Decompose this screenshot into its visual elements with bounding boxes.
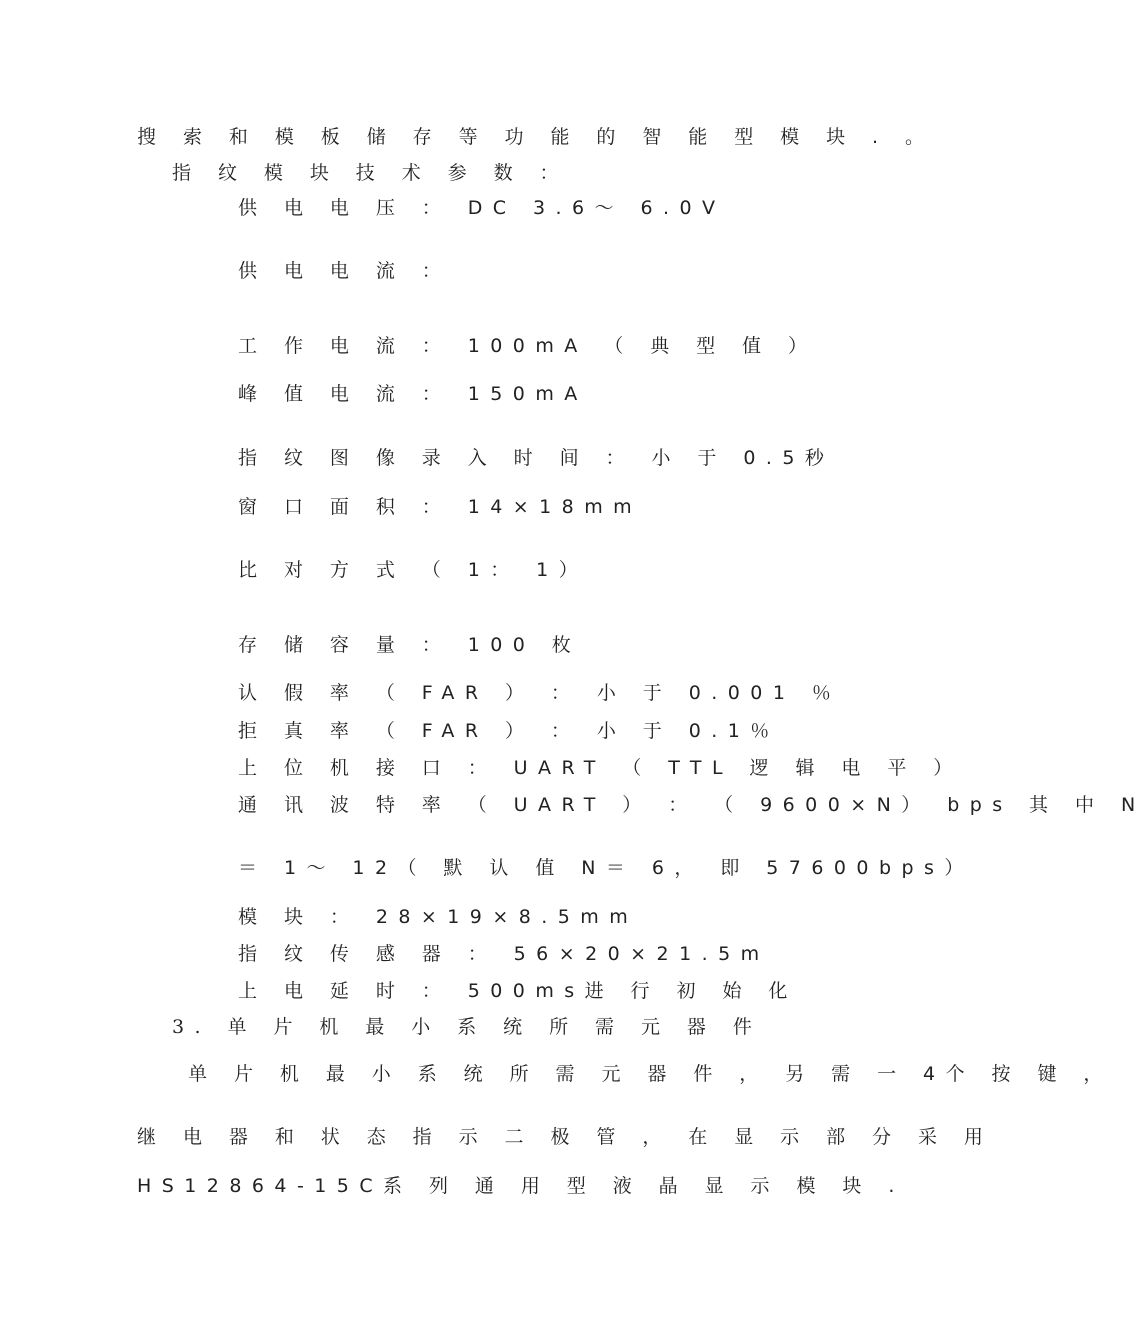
spec-current-label: 供 电 电 流 ： — [238, 260, 452, 282]
spec-capacity: 存 储 容 量 ： 100 枚 — [238, 634, 582, 656]
spec-sensor-size: 指 纹 传 感 器 ： 56×20×21.5m — [238, 943, 770, 965]
spec-baud-rate: 通 讯 波 特 率 （ UART ） ： （ 9600×N） bps 其 中 N — [238, 794, 1146, 816]
paragraph-line-3: HS12864-15C系 列 通 用 型 液 晶 显 示 模 块 . — [137, 1175, 905, 1197]
section-3-heading: 3. 单 片 机 最 小 系 统 所 需 元 器 件 — [172, 1016, 763, 1038]
spec-power-delay: 上 电 延 时 ： 500ms进 行 初 始 化 — [238, 980, 798, 1002]
spec-module-size: 模 块 ： 28×19×8.5mm — [238, 906, 639, 928]
text-line: 搜 索 和 模 板 储 存 等 功 能 的 智 能 型 模 块 . 。 — [137, 126, 935, 148]
spec-frr: 拒 真 率 （ FAR ） ： 小 于 0.1％ — [238, 720, 780, 742]
paragraph-line-1: 单 片 机 最 小 系 统 所 需 元 器 件 ， 另 需 一 4个 按 键 ， — [188, 1063, 1113, 1085]
paragraph-line-2: 继 电 器 和 状 态 指 示 二 极 管 ， 在 显 示 部 分 采 用 — [137, 1126, 994, 1148]
spec-image-time: 指 纹 图 像 录 入 时 间 ： 小 于 0.5秒 — [238, 447, 835, 469]
spec-peak-current: 峰 值 电 流 ： 150mA — [238, 383, 588, 405]
spec-baud-rate-cont: ＝ 1～ 12（ 默 认 值 N＝ 6， 即 57600bps） — [238, 857, 974, 879]
section-heading: 指 纹 模 块 技 术 参 数 ： — [172, 162, 569, 184]
spec-voltage: 供 电 电 压 ： DC 3.6～ 6.0V — [238, 197, 726, 219]
spec-window-area: 窗 口 面 积 ： 14×18mm — [238, 496, 643, 518]
spec-interface: 上 位 机 接 口 ： UART （ TTL 逻 辑 电 平 ） — [238, 757, 963, 779]
spec-working-current: 工 作 电 流 ： 100mA （ 典 型 值 ） — [238, 335, 818, 357]
spec-match-mode: 比 对 方 式 （ 1： 1） — [238, 559, 589, 581]
spec-far: 认 假 率 （ FAR ） ： 小 于 0.001 ％ — [238, 682, 842, 704]
